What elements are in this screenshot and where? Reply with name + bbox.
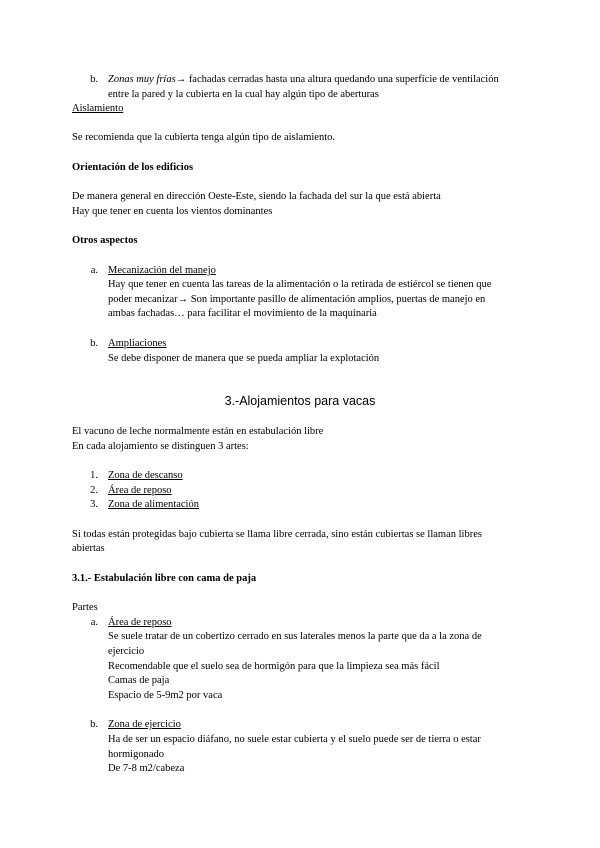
list-item-text: [108, 72, 499, 87]
item-text-line: Ha de ser un espacio diáfano, no suele estar cubierta y el suelo puede ser de tierra o estar: [108, 734, 481, 745]
paragraph-line: Si todas están protegidas bajo cubierta se llama libre cerrada, sino están cubiertas se llaman libres: [72, 529, 482, 540]
item-title: Zonas muy frías: [108, 74, 176, 85]
list-marker: 2.: [90, 485, 98, 496]
item-title: Mecanización del manejo: [108, 265, 216, 276]
item-title: Zona de ejercicio: [108, 719, 181, 730]
list-marker: 1.: [90, 470, 98, 481]
item-text-line: ambas fachadas… para facilitar el movimiento de la maquinaria: [108, 308, 377, 319]
item-text-line: Se debe disponer de manera que se pueda ampliar la explotación: [108, 353, 380, 364]
paragraph-line: De manera general en dirección Oeste-Este, siendo la fachada del sur la que está abierta: [72, 191, 441, 202]
arrow-glyph: →: [177, 294, 189, 305]
arrow-glyph: →: [175, 74, 187, 85]
section-heading-alojamientos: 3.-Alojamientos para vacas: [224, 394, 376, 408]
item-text-line: Se suele tratar de un cobertizo cerrado en sus laterales menos la parte que da a la zona de: [108, 631, 482, 642]
item-text-line: Espacio de 5-9m2 por vaca: [108, 690, 223, 701]
item-text-line: hormigonado: [108, 749, 164, 760]
paragraph-line: Partes: [72, 602, 98, 613]
paragraph-line: abiertas: [72, 543, 105, 554]
list-marker: b.: [90, 338, 98, 349]
item-text: Son importante pasillo de alimentación amplios, puertas de manejo en: [188, 294, 486, 305]
item-text-line: entre la pared y la cubierta en la cual hay algún tipo de aberturas: [108, 89, 379, 100]
list-marker: b.: [90, 719, 98, 730]
list-item: Área de reposo: [108, 485, 172, 496]
item-text-line: De 7-8 m2/cabeza: [108, 763, 185, 774]
paragraph-line: En cada alojamiento se distinguen 3 artes:: [72, 441, 249, 452]
list-marker: a.: [90, 617, 98, 628]
item-title: Área de reposo: [108, 617, 172, 628]
item-text-line: Hay que tener en cuenta las tareas de la alimentación o la retirada de estiércol se tienen que: [108, 279, 492, 290]
list-marker: a.: [90, 265, 98, 276]
section-heading-aislamiento: Aislamiento: [72, 103, 124, 114]
item-text-line: [108, 292, 485, 307]
paragraph-line: El vacuno de leche normalmente están en estabulación libre: [72, 426, 324, 437]
list-item: Zona de alimentación: [108, 499, 199, 510]
list-marker: b.: [90, 74, 98, 85]
paragraph: Se recomienda que la cubierta tenga algún tipo de aislamiento.: [72, 132, 335, 143]
list-marker: 3.: [90, 499, 98, 510]
item-title: Ampliaciones: [108, 338, 167, 349]
item-text-line: Camas de paja: [108, 675, 170, 686]
item-text: fachadas cerradas hasta una altura quedando una superficie de ventilación: [186, 74, 499, 85]
item-text-line: ejercicio: [108, 646, 145, 657]
section-heading-estabulacion: 3.1.- Estabulación libre con cama de paja: [72, 573, 257, 584]
item-text: poder mecanizar: [108, 294, 178, 305]
section-heading-otros: Otros aspectos: [72, 235, 138, 246]
paragraph-line: Hay que tener en cuenta los vientos dominantes: [72, 206, 273, 217]
section-heading-orientacion: Orientación de los edificios: [72, 162, 194, 173]
item-text-line: Recomendable que el suelo sea de hormigón para que la limpieza sea más fácil: [108, 661, 440, 672]
list-item: Zona de descanso: [108, 470, 183, 481]
